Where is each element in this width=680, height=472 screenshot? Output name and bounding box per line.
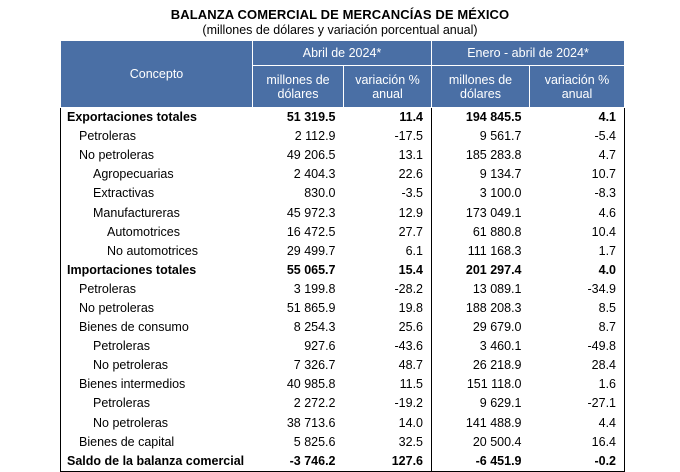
cell-april-variacion: 32.5 [344,433,432,452]
table-title: BALANZA COMERCIAL DE MERCANCÍAS DE MÉXICO [170,7,510,22]
row-label: Importaciones totales [61,261,253,280]
table-row [61,452,625,472]
cell-jan-apr-millones: 141 488.9 [465,415,522,430]
cell-april-variacion: 11.4 [344,108,432,128]
table-row [61,242,625,261]
cell-april-variacion: -43.6 [344,337,432,356]
header-variacion-2: variación % anual [530,66,625,108]
cell-jan-apr-variacion: 4.1 [530,108,625,128]
cell-april-millones: 2 112.9 [294,129,336,144]
cell-april-variacion: 27.7 [344,223,432,242]
table-row [61,318,625,337]
row-label: Petroleras [61,337,253,356]
cell-jan-apr-variacion: 10.7 [530,165,625,184]
cell-april-millones: 2 404.3 [293,167,336,182]
table-row [61,203,625,222]
row-label: No petroleras [61,299,253,318]
cell-jan-apr-millones: -6 451.9 [432,452,530,472]
cell-jan-apr-millones: 61 880.8 [472,224,522,239]
cell-april-millones: 927.6 [304,339,336,354]
cell-jan-apr-variacion: -34.9 [530,280,625,299]
trade-balance-table [60,40,625,472]
cell-april-millones: 29 499.7 [286,243,336,258]
cell-jan-apr-millones: 151 118.0 [466,377,522,392]
cell-jan-apr-millones: 9 629.1 [479,396,522,411]
cell-jan-apr-millones: 3 460.1 [479,339,522,354]
row-label: Bienes de consumo [61,318,253,337]
cell-april-variacion: 11.5 [344,375,432,394]
row-label: Bienes intermedios [61,375,253,394]
row-label: No petroleras [61,146,253,165]
table-row [61,433,625,452]
cell-april-variacion: 22.6 [344,165,432,184]
cell-april-variacion: 6.1 [344,242,432,261]
cell-april-variacion: -28.2 [344,280,432,299]
cell-jan-apr-variacion: 10.4 [530,223,625,242]
cell-jan-apr-millones: 29 679.0 [472,320,522,335]
cell-april-variacion: 127.6 [344,452,432,472]
cell-jan-apr-variacion: 16.4 [530,433,625,452]
cell-april-millones: 2 272.2 [293,396,336,411]
row-label: No petroleras [61,356,253,375]
cell-april-millones: 7 326.7 [293,358,336,373]
cell-jan-apr-variacion: -5.4 [530,127,625,146]
cell-jan-apr-variacion: 1.6 [530,375,625,394]
cell-april-variacion: -19.2 [344,394,432,413]
row-label: Petroleras [61,280,253,299]
cell-jan-apr-variacion: 4.4 [530,414,625,433]
cell-april-variacion: 19.8 [344,299,432,318]
cell-jan-apr-variacion: 4.7 [530,146,625,165]
cell-jan-apr-variacion: -0.2 [530,452,625,472]
row-label: Automotrices [61,223,253,242]
row-label: Manufactureras [61,203,253,222]
row-label: Petroleras [61,127,253,146]
row-label: No automotrices [61,242,253,261]
cell-april-millones: 55 065.7 [286,262,336,277]
cell-jan-apr-variacion: 1.7 [530,242,625,261]
table-subtitle: (millones de dólares y variación porcentual anual) [202,23,478,37]
cell-jan-apr-variacion: 4.6 [530,203,625,222]
cell-jan-apr-millones: 194 845.5 [465,110,522,125]
cell-april-millones: -3 746.2 [253,452,344,472]
table-row [61,108,625,128]
table-row [61,223,625,242]
table-row [61,375,625,394]
cell-april-variacion: 14.0 [344,414,432,433]
table-row [61,146,625,165]
table-row [61,280,625,299]
table-row [61,356,625,375]
cell-april-variacion: 13.1 [344,146,432,165]
cell-jan-apr-millones: 20 500.4 [472,434,522,449]
cell-april-millones: 49 206.5 [286,148,336,163]
cell-jan-apr-variacion: -8.3 [530,184,625,203]
row-label: Extractivas [61,184,253,203]
cell-jan-apr-millones: 9 561.7 [479,129,522,144]
cell-jan-apr-variacion: 8.7 [530,318,625,337]
table-row [61,299,625,318]
table-row [61,261,625,280]
cell-april-variacion: -17.5 [344,127,432,146]
cell-april-millones: 51 865.9 [286,300,336,315]
cell-april-millones: 3 199.8 [293,281,336,296]
header-variacion-1: variación % anual [344,66,432,108]
cell-jan-apr-millones: 26 218.9 [472,358,522,373]
row-label: Exportaciones totales [61,108,253,128]
cell-jan-apr-variacion: -27.1 [530,394,625,413]
cell-jan-apr-millones: 188 208.3 [465,300,522,315]
cell-april-variacion: 25.6 [344,318,432,337]
cell-jan-apr-variacion: 28.4 [530,356,625,375]
header-millones-1: millones de dólares [253,66,344,108]
cell-jan-apr-millones: 185 283.8 [465,148,522,163]
cell-april-variacion: 48.7 [344,356,432,375]
header-period-jan-apr: Enero - abril de 2024* [432,41,625,66]
cell-jan-apr-millones: 13 089.1 [472,281,522,296]
table-row [61,394,625,413]
cell-april-millones: 5 825.6 [293,434,336,449]
cell-april-variacion: -3.5 [344,184,432,203]
cell-april-millones: 16 472.5 [286,224,336,239]
cell-april-millones: 40 985.8 [286,377,336,392]
cell-jan-apr-millones: 9 134.7 [479,167,522,182]
table-row [61,337,625,356]
table-row [61,414,625,433]
cell-jan-apr-variacion: 4.0 [530,261,625,280]
row-label: No petroleras [61,414,253,433]
cell-jan-apr-millones: 173 049.1 [465,205,522,220]
table-row [61,184,625,203]
cell-jan-apr-millones: 201 297.4 [465,262,522,277]
header-millones-2: millones de dólares [432,66,530,108]
cell-april-variacion: 15.4 [344,261,432,280]
header-concept: Concepto [61,41,253,108]
row-label: Petroleras [61,394,253,413]
cell-april-millones: 51 319.5 [286,110,336,125]
cell-april-millones: 38 713.6 [286,415,336,430]
cell-april-millones: 8 254.3 [293,320,336,335]
cell-jan-apr-millones: 111 168.3 [467,243,522,258]
row-label: Bienes de capital [61,433,253,452]
table-row [61,165,625,184]
cell-april-millones: 45 972.3 [286,205,336,220]
cell-jan-apr-variacion: 8.5 [530,299,625,318]
header-period-april: Abril de 2024* [253,41,432,66]
cell-april-millones: 830.0 [304,186,336,201]
table-row [61,127,625,146]
row-label: Saldo de la balanza comercial [61,452,253,472]
cell-jan-apr-millones: 3 100.0 [479,186,522,201]
cell-april-variacion: 12.9 [344,203,432,222]
cell-jan-apr-variacion: -49.8 [530,337,625,356]
row-label: Agropecuarias [61,165,253,184]
